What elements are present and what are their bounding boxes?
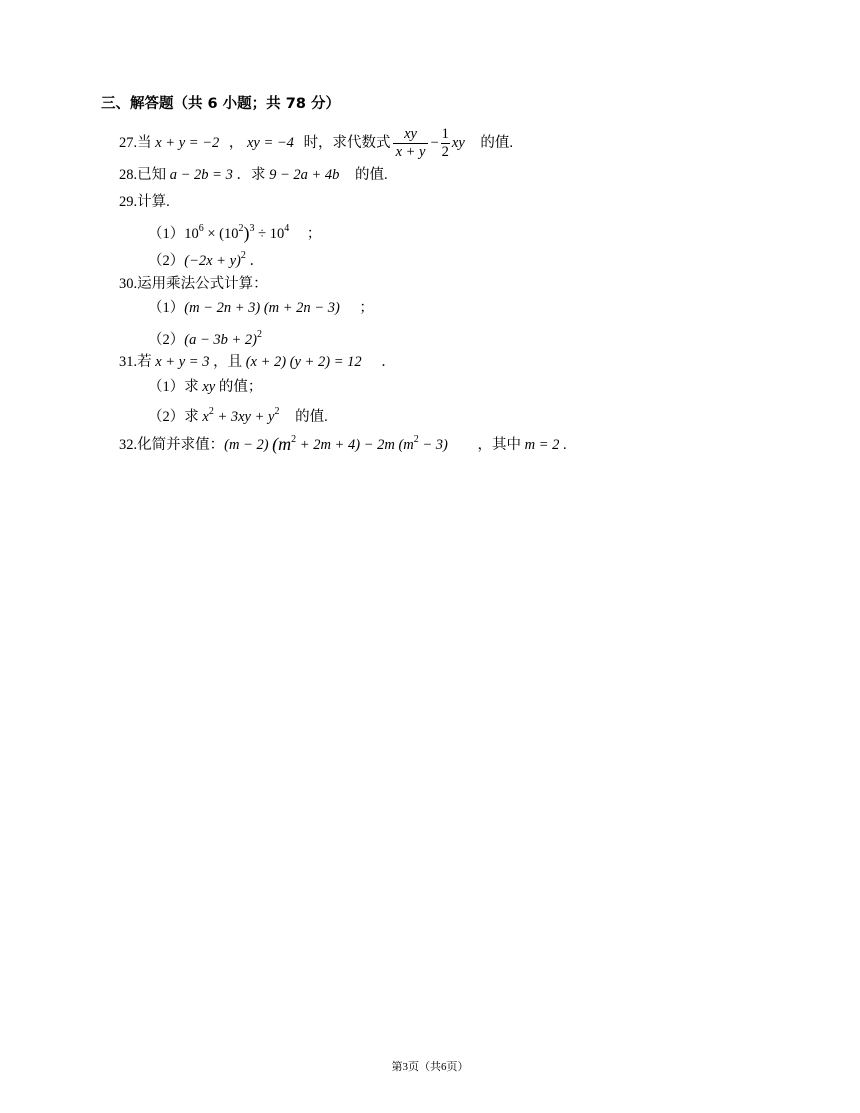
exponent: 2 <box>291 434 297 445</box>
exponent: 2 <box>208 406 214 417</box>
question-28 <box>119 165 388 185</box>
question-text: ，其中 <box>477 437 521 453</box>
punctuation: ． <box>381 354 396 370</box>
question-text: 若 <box>137 354 152 370</box>
question-number: 32. <box>119 437 138 453</box>
math-term: − 3) <box>422 437 448 453</box>
question-29-part-2 <box>148 246 264 271</box>
question-30-part-2 <box>148 325 262 350</box>
question-text: 的值. <box>295 409 328 425</box>
page-footer: 第3页（共6页） <box>391 1061 469 1073</box>
question-30-part-1 <box>148 298 374 318</box>
math-expression: (m − 2n + 3) (m + 2n − 3) <box>184 300 340 316</box>
question-text: ．求 <box>236 167 266 183</box>
math-expression: (a − 3b + 2) <box>184 332 257 348</box>
math-condition: x + y = −2 <box>155 134 220 151</box>
math-term: − 2m <box>363 437 395 453</box>
question-text: ，且 <box>213 354 243 370</box>
exponent: 2 <box>240 250 246 261</box>
question-number: 28. <box>119 167 138 183</box>
question-32 <box>119 430 567 455</box>
math-term: + 3xy + y <box>217 409 275 425</box>
exponent: 2 <box>413 434 419 445</box>
exponent: 2 <box>238 223 244 234</box>
math-expression: (−2x + y) <box>184 253 241 269</box>
part-label: （2） <box>148 253 185 269</box>
question-number: 29. <box>119 194 138 210</box>
punctuation: ； <box>306 226 322 242</box>
punctuation: . <box>563 437 567 453</box>
math-term: + 2m + 4) <box>299 437 361 453</box>
math-expression: xy <box>202 379 216 395</box>
math-term: × (10 <box>207 226 239 242</box>
question-31-part-2 <box>148 402 328 427</box>
question-29-part-1 <box>148 219 321 244</box>
part-label: （2） <box>148 409 185 425</box>
part-label: （1） <box>148 226 185 242</box>
question-number: 31. <box>119 354 138 370</box>
part-label: （1） <box>148 379 185 395</box>
fraction-denominator: x + y <box>395 144 426 160</box>
exponent: 3 <box>249 223 255 234</box>
question-text: 计算. <box>137 194 170 210</box>
math-term: 10 <box>184 226 199 242</box>
exponent: 2 <box>256 329 262 340</box>
fraction-numerator: 1 <box>441 126 449 142</box>
separator: ， <box>228 134 244 151</box>
part-label: （2） <box>148 332 185 348</box>
question-text: 当 <box>137 134 152 151</box>
math-term: x <box>202 409 209 425</box>
math-condition: x + y = 3 <box>155 354 210 370</box>
math-condition: m = 2 <box>524 437 560 453</box>
math-expression: 9 − 2a + 4b <box>269 167 340 183</box>
math-term: ÷ 10 <box>258 226 285 242</box>
exponent: 4 <box>284 223 290 234</box>
math-condition: a − 2b = 3 <box>169 167 233 183</box>
exponent: 6 <box>198 223 204 234</box>
math-condition: xy = −4 <box>246 134 294 151</box>
fraction-half <box>441 126 450 161</box>
math-term: (m − 2) <box>224 437 269 453</box>
math-term: (m <box>398 437 414 453</box>
fraction <box>393 126 429 161</box>
fraction-numerator: xy <box>393 126 429 144</box>
question-29 <box>119 192 170 212</box>
question-text: 求 <box>184 409 199 425</box>
punctuation: ； <box>359 300 374 316</box>
question-text: 运用乘法公式计算： <box>137 276 268 292</box>
question-text: 时，求代数式 <box>303 134 391 151</box>
section-title: 三、解答题（共 6 小题；共 78 分） <box>101 96 340 112</box>
math-expression: xy <box>451 134 465 151</box>
math-term: (m <box>272 434 292 454</box>
question-text: 的值. <box>355 167 388 183</box>
question-31-part-1 <box>148 377 262 397</box>
question-text: 的值. <box>480 134 514 151</box>
question-number: 27. <box>119 134 138 151</box>
question-30 <box>119 274 268 294</box>
question-text: 求 <box>184 379 199 395</box>
part-label: （1） <box>148 300 185 316</box>
math-condition: (x + 2) (y + 2) = 12 <box>245 354 362 370</box>
question-text: 已知 <box>137 167 167 183</box>
math-paren: ) <box>243 223 250 243</box>
question-number: 30. <box>119 276 138 292</box>
minus-sign: − <box>430 134 439 151</box>
exponent: 2 <box>274 406 280 417</box>
question-31 <box>119 352 396 372</box>
fraction-denominator: 2 <box>441 144 449 160</box>
question-text: 的值； <box>218 379 263 395</box>
question-text: 化简并求值： <box>137 437 225 453</box>
punctuation: ． <box>249 253 264 269</box>
question-27 <box>119 126 513 161</box>
